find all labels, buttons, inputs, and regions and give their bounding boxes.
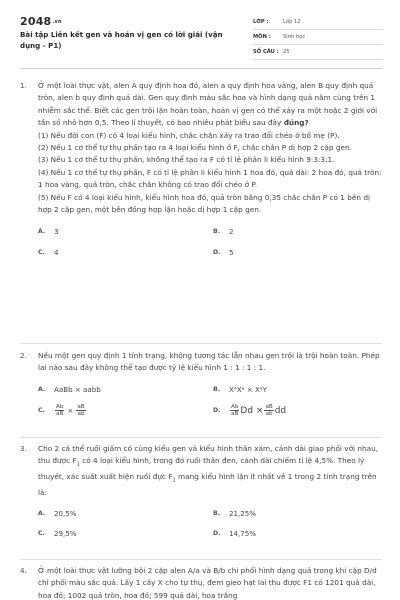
meta-row-count: SỐ CÂU : 25 [253,45,383,60]
statement-3: (3) Nếu 1 cơ thể tự thụ phấn, không thể tạo ra F có tỉ lệ phân li kiểu hình 9:3:3:1. [38,155,335,165]
answer-option-a[interactable]: A. 20,5% [38,508,77,518]
genotype-fraction: $\frac{aB}{ab}$ [265,404,273,418]
answer-option-c[interactable]: C. $\frac{Ab}{aB}$ × $\frac{aB}{ab}$ [38,404,85,418]
statement-5: (5) Nếu F có 4 loại kiểu hình, kiểu hình hoa đỏ, quả tròn bằng 0,35 chắc chắn P có 1 bên dị hợp 2 cặp gen, một bên đồng hợp lặn hoặc dị hợp 1 cặp gen. [38,192,370,215]
question-text: Ở một loài thực vật, alen A quy định hoa đỏ, alen a quy định hoa vàng, alen B quy định quả tròn, alen b quy định quả dài. Gen quy định màu sắc hoa và hình dạng quả nằm cùng trên 1 nhiễm sắc thể. Biết các gen trội lặn hoàn toàn, hoán vị gen có thể xảy ra một hoặc 2 giới với tần số nhỏ hơn 0,5. Theo lí thuyết, có bao nhiêu phát biểu sau đây đúng? [38,81,378,128]
statement-2: (2) Nếu 1 cơ thể tự thụ phấn tạo ra 4 loại kiểu hình ở F, chắc chắn P dị hợp 2 cặp gen. [38,143,352,153]
statement-1: (1) Nếu đời con (F) có 4 loại kiểu hình, chắc chắn xảy ra trao đổi chéo ở bố mẹ (P). [38,130,340,140]
genotype-fraction: $\frac{Ab}{aB}$ [231,404,239,418]
site-logo[interactable]: 2048.vn [20,15,62,28]
answer-option-a[interactable]: A. AaBb × aabb [38,384,101,394]
question-text: Cho 2 cá thể ruồi giấm có cùng kiểu gen và kiểu hình thân xám, cánh dài giao phối với nhau, thu được $F_1$ có 4 loại kiểu hình, trong đó ruồi thân đen, cánh dài chiếm tỉ lệ 4,5%. Theo lý thuyết, xác suất xuất hiện ruồi đực $F_1$ mang kiểu hình lặn ít nhất về 1 trong 2 tính trạng trên là: [38,444,379,498]
meta-table [253,15,383,60]
question-divider [20,559,382,560]
answer-option-c[interactable]: C. 29,5% [38,528,77,538]
meta-row-subject: MÔN : Sinh học [253,30,383,45]
meta-row-class: LỚP : Lớp 12 [253,15,383,30]
document-title: Bài tập Liên kết gen và hoán vị gen có lời giải (vận dụng - P1) [20,30,223,50]
question-2: 2. Nếu một gen quy định 1 tính trạng, không tương tác lẫn nhau gen trội là trội hoàn toàn. Phép lai nào sau đây không thể tạo được tỷ lệ kiểu hình 1 : 1 : 1 : 1. A. AaBb × aabb B. XᴬXᵃ × XᵃY C. $\frac{Ab}{aB}$ × $\frac{aB}{ab}$ D. $\frac{Ab}{aB}$ Dd × $\frac{aB}{ab}$ dd [20,350,383,418]
header-divider [20,68,382,69]
question-text: Nếu một gen quy định 1 tính trạng, không tương tác lẫn nhau gen trội là trội hoàn toàn. Phép lai nào sau đây không thể tạo được tỷ lệ kiểu hình 1 : 1 : 1 : 1. [38,351,380,373]
answer-option-a[interactable]: A. 3 [38,227,59,237]
statement-4: (4) Nếu 1 cơ thể tự thụ phấn, F có tỉ lệ phân li kiểu hình 1 hoa đỏ, quả dài: 2 hoa đỏ, quả tròn: 1 hoa vàng, quả tròn, chắc chắn không có trao đổi chéo ở P. [38,167,382,190]
answer-option-b[interactable]: B. XᴬXᵃ × XᵃY [213,384,267,394]
answer-option-c[interactable]: C. 4 [38,247,59,257]
question-text: Ở một loài thực vật lưỡng bội 2 cặp alen A/a và B/b chi phối hình dạng quả trong khi cặp D/d chi phối màu sắc quả. Lấy 1 cây X cho tự thụ, đem gieo hạt lai thu được F1 có 1201 quả dài, hoa đỏ; 1002 quả tròn, hoa đỏ; 599 quả dài, hoa trắng [38,566,377,600]
question-1: 1. Ở một loài thực vật, alen A quy định hoa đỏ, alen a quy định hoa vàng, alen B quy định quả tròn, alen b quy định quả dài. Gen quy định màu sắc hoa và hình dạng quả nằm cùng trên 1 nhiễm sắc thể. Biết các gen trội lặn hoàn toàn, hoán vị gen có thể xảy ra một hoặc 2 giới với tần số nhỏ hơn 0,5. Theo lí thuyết, có bao nhiêu phát biểu sau đây đúng? (1) Nếu đời con (F) có 4 loại kiểu hình, chắc chắn xảy ra trao đổi chéo ở bố mẹ (P). (2) Nếu 1 cơ thể tự thụ phấn tạo ra 4 loại kiểu hình ở F, chắc chắn P dị hợp 2 cặp gen. (3) Nếu 1 cơ thể tự thụ phấn, không thể tạo ra F có tỉ lệ phân li kiểu hình 9:3:3:1. (4) Nếu 1 cơ thể tự thụ phấn, F có tỉ lệ phân li kiểu hình 1 hoa đỏ, quả dài: 2 hoa đỏ, quả tròn: 1 hoa vàng, quả tròn, chắc chắn không có trao đổi chéo ở P. (5) Nếu F có 4 loại kiểu hình, kiểu hình hoa đỏ, quả tròn bằng 0,35 chắc chắn P có 1 bên dị hợp 2 cặp gen, một bên đồng hợp lặn hoặc dị hợp 1 cặp gen. A. 3 B. 2 C. 4 D. 5 [20,80,383,259]
answer-option-b[interactable]: B. 21,25% [213,508,257,518]
genotype-fraction: $\frac{aB}{ab}$ [77,404,85,418]
answer-option-d[interactable]: D. 14,75% [213,528,257,538]
answer-option-d[interactable]: D. $\frac{Ab}{aB}$ Dd × $\frac{aB}{ab}$ dd [213,404,287,418]
answer-option-d[interactable]: D. 5 [213,247,234,257]
genotype-fraction: $\frac{Ab}{aB}$ [56,404,64,418]
question-divider [20,343,382,344]
question-4: 4. Ở một loài thực vật lưỡng bội 2 cặp alen A/a và B/b chi phối hình dạng quả trong khi cặp D/d chi phối màu sắc quả. Lấy 1 cây X cho tự thụ, đem gieo hạt lai thu được F1 có 1201 quả dài, hoa đỏ; 1002 quả tròn, hoa đỏ; 599 quả dài, hoa trắng [20,565,383,600]
answer-option-b[interactable]: B. 2 [213,227,234,237]
question-divider [20,437,382,438]
question-3: 3. Cho 2 cá thể ruồi giấm có cùng kiểu gen và kiểu hình thân xám, cánh dài giao phối với nhau, thu được $F_1$ có 4 loại kiểu hình, trong đó ruồi thân đen, cánh dài chiếm tỉ lệ 4,5%. Theo lý thuyết, xác suất xuất hiện ruồi đực $F_1$ mang kiểu hình lặn ít nhất về 1 trong 2 tính trạng trên là: A. 20,5% B. 21,25% C. 29,5% D. 14,75% [20,443,383,540]
